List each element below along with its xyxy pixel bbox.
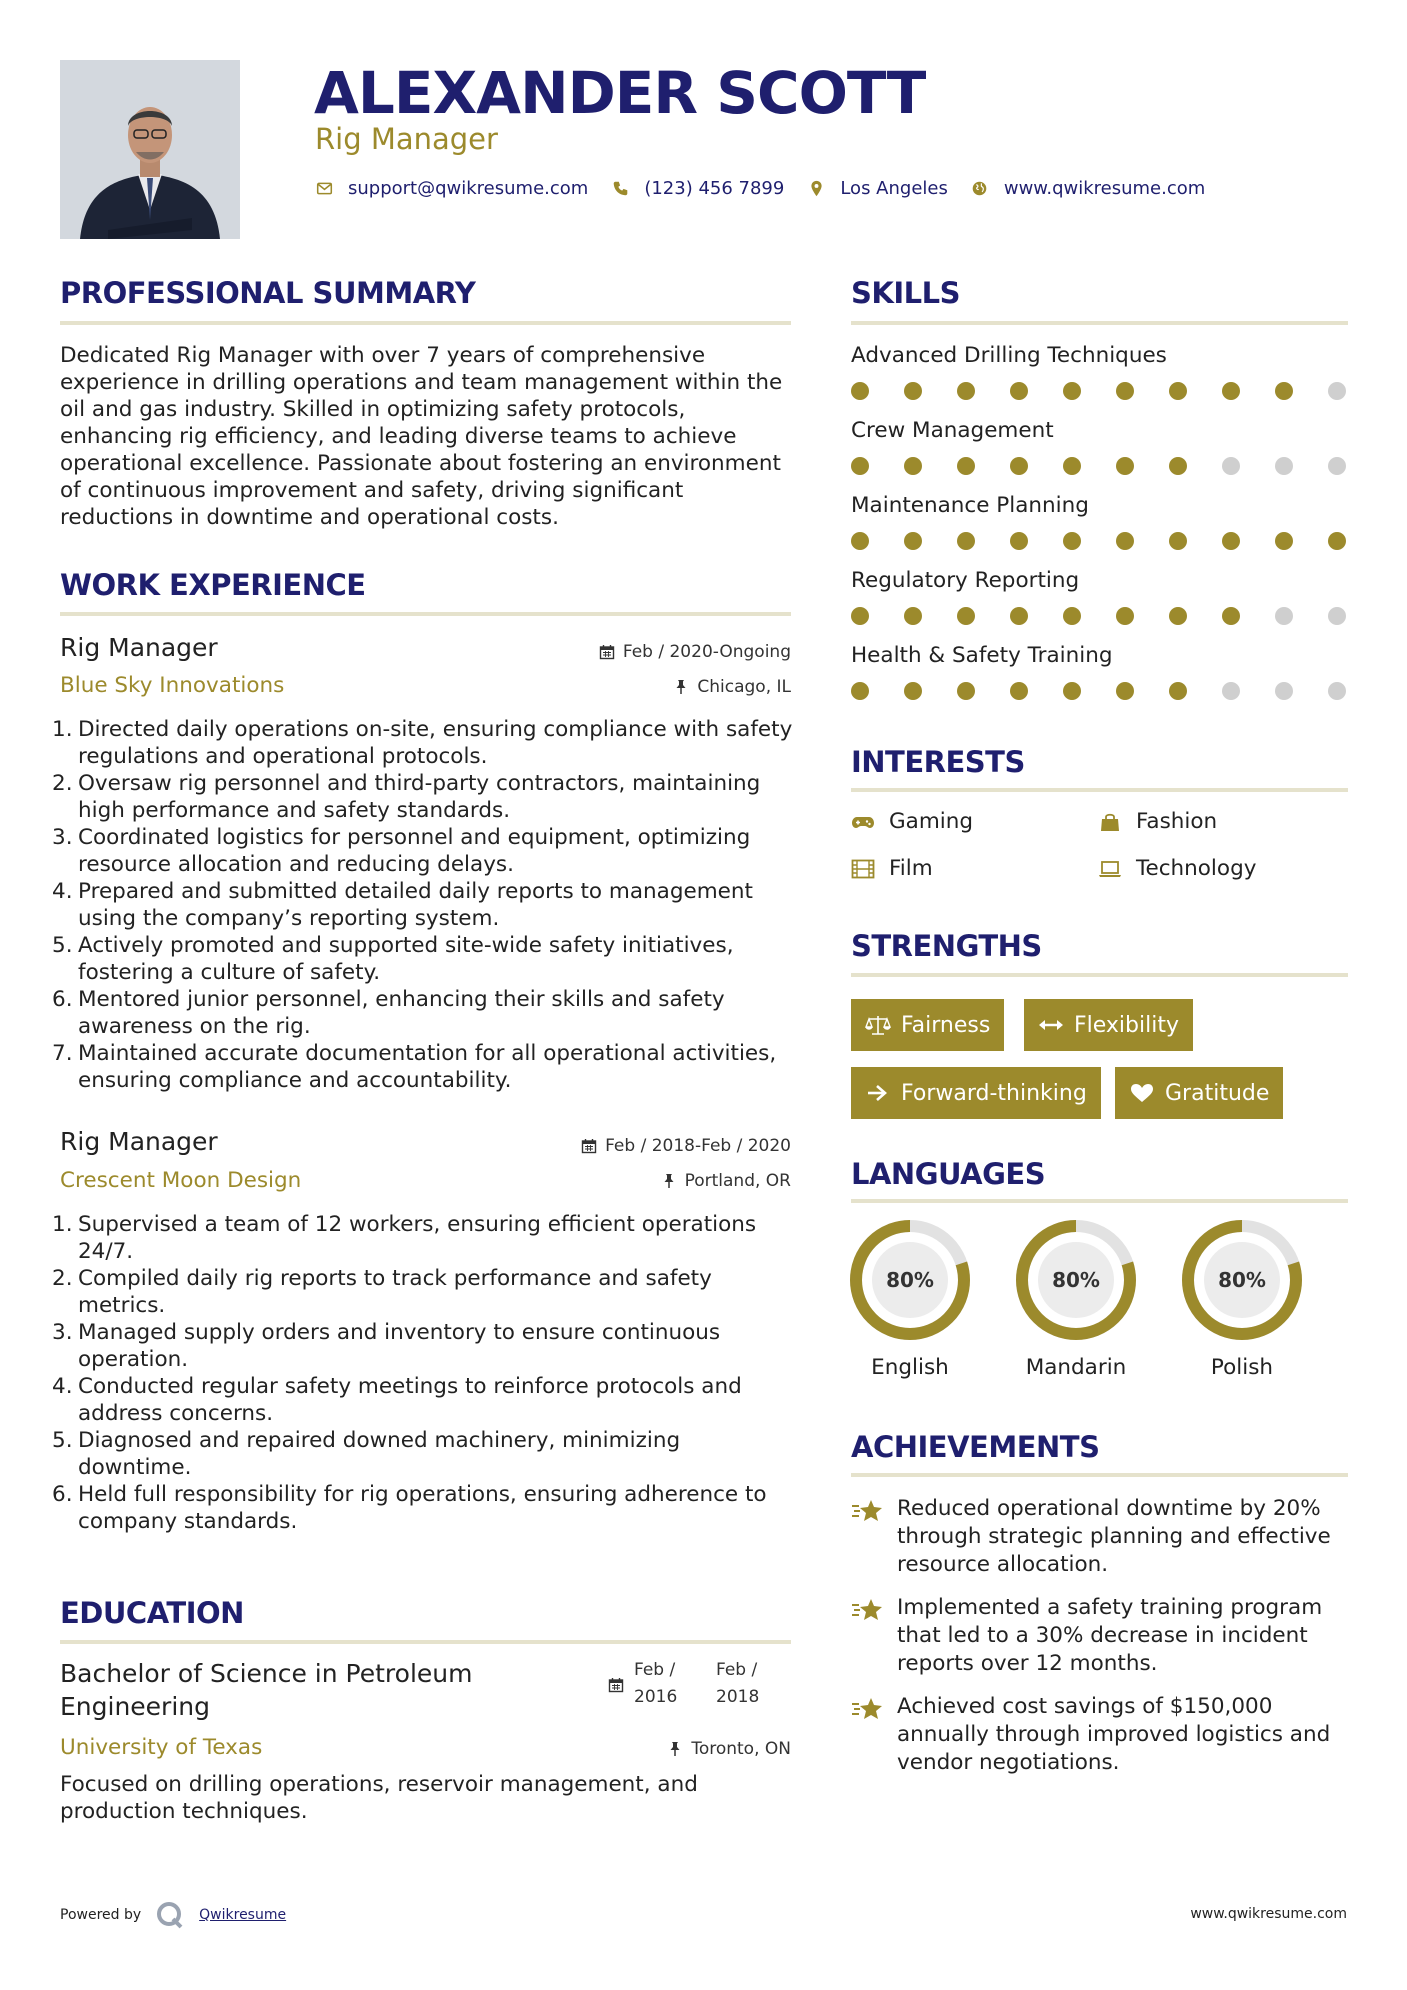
- skill-dot-filled: [1169, 682, 1187, 700]
- pushpin-icon: [661, 1173, 677, 1189]
- skill-dot-filled: [957, 532, 975, 550]
- skill-dot-filled: [1063, 382, 1081, 400]
- education-end-date: [716, 1657, 786, 1711]
- powered-by-label: Powered by: [60, 1907, 142, 1923]
- achievement-item: [851, 1693, 1351, 1777]
- interest-film: [851, 856, 933, 881]
- skill-dot-empty: [1328, 682, 1346, 700]
- skill-dot-empty: [1222, 682, 1240, 700]
- skill-name: Advanced Drilling Techniques: [851, 343, 1167, 368]
- qwikresume-link[interactable]: Qwikresume: [199, 1907, 287, 1923]
- skill-dot-filled: [851, 457, 869, 475]
- skill-dot-filled: [851, 382, 869, 400]
- skill-rating: [851, 682, 1351, 700]
- website-text: www.qwikresume.com: [1003, 178, 1206, 199]
- skill-dot-filled: [1010, 607, 1028, 625]
- skill-dot-filled: [1116, 457, 1134, 475]
- gamepad-icon: [851, 811, 877, 833]
- languages-divider: [851, 1199, 1348, 1203]
- contact-location: [806, 178, 948, 199]
- skill-dot-filled: [1063, 682, 1081, 700]
- achievement-text: Implemented a safety training program that led to a 30% decrease in incident reports over 12 months.: [897, 1595, 1323, 1676]
- job-1-location: [673, 677, 791, 697]
- skill-dot-filled: [1010, 382, 1028, 400]
- language-donut: [1015, 1219, 1137, 1341]
- skill-dot-empty: [1328, 607, 1346, 625]
- strength-badge-fairness: [851, 999, 1004, 1051]
- star-award-icon: [851, 1596, 887, 1678]
- map-pin-icon: [806, 179, 826, 199]
- summary-text: Dedicated Rig Manager with over 7 years of comprehensive experience in drilling operations and team management within the oil and gas industry. Skilled in optimizing safety protocols, enhancing rig efficiency, and leading diverse teams to achieve operational excellence. Passionate about fostering an environment of continuous improvement and safety, driving significant reductions in downtime and operational costs.: [60, 343, 783, 530]
- list-item: Maintained accurate documentation for all operational activities, ensuring compliance and accountability.: [78, 1041, 777, 1093]
- strength-label: Fairness: [901, 1012, 991, 1038]
- skill-dot-filled: [1116, 532, 1134, 550]
- education-start-year: 2016: [634, 1687, 678, 1707]
- skill-name: Crew Management: [851, 418, 1054, 443]
- phone-text: (123) 456 7899: [644, 178, 785, 199]
- skill-dot-filled: [1169, 457, 1187, 475]
- education-location-text: Toronto, ON: [691, 1739, 791, 1759]
- skill-dot-filled: [957, 607, 975, 625]
- education-divider: [60, 1640, 791, 1644]
- skill-dot-empty: [1328, 457, 1346, 475]
- job-2-dates: [581, 1136, 791, 1156]
- location-text: Los Angeles: [840, 178, 948, 199]
- scale-icon: [865, 1014, 891, 1036]
- interest-technology: [1098, 856, 1256, 881]
- education-heading: EDUCATION: [60, 1596, 244, 1630]
- language-mandarin: [1015, 1219, 1137, 1380]
- laptop-icon: [1098, 858, 1124, 880]
- interest-gaming: [851, 809, 973, 834]
- strength-badge-gratitude: [1115, 1067, 1283, 1119]
- experience-heading: WORK EXPERIENCE: [60, 568, 366, 602]
- skill-dot-filled: [1063, 532, 1081, 550]
- education-degree: Bachelor of Science in Petroleum Engineering: [60, 1659, 473, 1721]
- skill-dot-empty: [1275, 682, 1293, 700]
- list-item: Held full responsibility for rig operations, ensuring adherence to company standards.: [78, 1482, 767, 1534]
- language-polish: [1181, 1219, 1303, 1380]
- contact-bar: [314, 178, 1227, 199]
- language-name: Polish: [1210, 1355, 1274, 1380]
- education-school: University of Texas: [60, 1735, 263, 1760]
- skill-dot-filled: [1222, 382, 1240, 400]
- language-english: [849, 1219, 971, 1380]
- achievement-text: Reduced operational downtime by 20% through strategic planning and effective resource allocation.: [897, 1496, 1331, 1577]
- skill-dot-filled: [1063, 457, 1081, 475]
- skill-dot-filled: [1222, 607, 1240, 625]
- profile-photo: [60, 60, 240, 239]
- email-text: support@qwikresume.com: [348, 178, 589, 199]
- film-icon: [851, 858, 877, 880]
- skill-dot-filled: [1169, 532, 1187, 550]
- pushpin-icon: [673, 679, 689, 695]
- skill-name: Maintenance Planning: [851, 493, 1089, 518]
- arrows-horizontal-icon: [1038, 1014, 1064, 1036]
- skill-dot-filled: [957, 457, 975, 475]
- contact-email[interactable]: [314, 178, 588, 199]
- list-item: Supervised a team of 12 workers, ensuring efficient operations 24/7.: [78, 1212, 757, 1264]
- achievement-text: Achieved cost savings of $150,000 annually through improved logistics and vendor negotiations.: [897, 1694, 1331, 1775]
- education-dates: [608, 1657, 786, 1711]
- skill-dot-filled: [1010, 532, 1028, 550]
- list-item: Diagnosed and repaired downed machinery, minimizing downtime.: [78, 1428, 681, 1480]
- skills-divider: [851, 321, 1348, 325]
- job-1-title: Rig Manager: [60, 633, 218, 662]
- job-2-title: Rig Manager: [60, 1127, 218, 1156]
- skill-rating: [851, 607, 1351, 625]
- skill-dot-filled: [957, 382, 975, 400]
- achievement-item: [851, 1594, 1351, 1678]
- skill-rating: [851, 382, 1351, 400]
- achievements-divider: [851, 1473, 1348, 1477]
- skill-dot-filled: [851, 682, 869, 700]
- skill-dot-filled: [1116, 607, 1134, 625]
- contact-website[interactable]: [970, 178, 1205, 199]
- skill-dot-filled: [1275, 532, 1293, 550]
- qwikresume-logo-icon: [155, 1900, 185, 1930]
- interest-label: Gaming: [889, 809, 974, 834]
- footer-website[interactable]: www.qwikresume.com: [1190, 1906, 1347, 1922]
- education-location: [667, 1739, 791, 1759]
- education-start-month: Feb /: [634, 1660, 676, 1680]
- list-item: Prepared and submitted detailed daily reports to management using the company’s reporting system.: [78, 879, 753, 931]
- interest-label: Fashion: [1136, 809, 1218, 834]
- globe-icon: [970, 179, 990, 199]
- language-percent: 80%: [886, 1268, 934, 1292]
- job-2-company: Crescent Moon Design: [60, 1168, 302, 1193]
- list-item: Compiled daily rig reports to track performance and safety metrics.: [78, 1266, 712, 1318]
- skill-dot-filled: [1328, 532, 1346, 550]
- skill-dot-empty: [1328, 382, 1346, 400]
- arrow-right-icon: [865, 1082, 891, 1104]
- skill-name: Health & Safety Training: [851, 643, 1113, 668]
- education-end-month: Feb /: [716, 1660, 758, 1680]
- skill-dot-filled: [1169, 607, 1187, 625]
- list-item: Managed supply orders and inventory to ensure continuous operation.: [78, 1320, 721, 1372]
- education-start-date: [634, 1657, 704, 1711]
- strength-label: Gratitude: [1165, 1080, 1270, 1106]
- interest-label: Technology: [1136, 856, 1257, 881]
- education-end-year: 2018: [716, 1687, 760, 1707]
- strengths-divider: [851, 973, 1348, 977]
- skill-rating: [851, 457, 1351, 475]
- language-donut: [849, 1219, 971, 1341]
- skill-dot-filled: [1116, 682, 1134, 700]
- list-item: Directed daily operations on-site, ensuring compliance with safety regulations and operational protocols.: [78, 717, 793, 769]
- skill-dot-filled: [851, 607, 869, 625]
- candidate-name: ALEXANDER SCOTT: [314, 59, 926, 127]
- candidate-title: Rig Manager: [315, 122, 498, 156]
- calendar-icon: [608, 1677, 624, 1693]
- strengths-heading: STRENGTHS: [851, 929, 1042, 963]
- skill-dot-filled: [1063, 607, 1081, 625]
- skill-dot-filled: [851, 532, 869, 550]
- language-name: Mandarin: [1025, 1355, 1127, 1380]
- strength-badge-forward-thinking: [851, 1067, 1101, 1119]
- language-percent: 80%: [1218, 1268, 1266, 1292]
- skill-dot-empty: [1275, 607, 1293, 625]
- summary-divider: [60, 321, 791, 325]
- skills-heading: SKILLS: [851, 276, 960, 310]
- experience-divider: [60, 612, 791, 616]
- calendar-icon: [599, 644, 615, 660]
- job-2-dates-text: Feb / 2018-Feb / 2020: [605, 1136, 791, 1156]
- interests-heading: INTERESTS: [851, 745, 1025, 779]
- education-description: Focused on drilling operations, reservoir management, and production techniques.: [60, 1772, 698, 1824]
- skill-dot-filled: [957, 682, 975, 700]
- language-donut: [1181, 1219, 1303, 1341]
- star-award-icon: [851, 1695, 887, 1777]
- pushpin-icon: [667, 1741, 683, 1757]
- job-2-bullets: [52, 1211, 797, 1535]
- list-item: Mentored junior personnel, enhancing their skills and safety awareness on the rig.: [78, 987, 725, 1039]
- shopping-bag-icon: [1098, 811, 1124, 833]
- list-item: Actively promoted and supported site-wide safety initiatives, fostering a culture of safety.: [78, 933, 734, 985]
- summary-heading: PROFESSIONAL SUMMARY: [60, 276, 476, 310]
- achievement-item: [851, 1495, 1351, 1579]
- list-item: Coordinated logistics for personnel and equipment, optimizing resource allocation and reducing delays.: [78, 825, 751, 877]
- strength-label: Flexibility: [1074, 1012, 1179, 1038]
- list-item: Conducted regular safety meetings to reinforce protocols and address concerns.: [78, 1374, 742, 1426]
- job-1-company: Blue Sky Innovations: [60, 673, 285, 698]
- job-1-location-text: Chicago, IL: [697, 677, 791, 697]
- skill-dot-filled: [1169, 382, 1187, 400]
- skill-dot-filled: [904, 532, 922, 550]
- language-percent: 80%: [1052, 1268, 1100, 1292]
- skill-dot-filled: [904, 382, 922, 400]
- job-2-location: [661, 1171, 791, 1191]
- heart-icon: [1129, 1082, 1155, 1104]
- skill-dot-empty: [1222, 457, 1240, 475]
- envelope-icon: [314, 179, 334, 199]
- languages-heading: LANGUAGES: [851, 1157, 1046, 1191]
- job-2-location-text: Portland, OR: [684, 1171, 791, 1191]
- job-1-bullets: [52, 716, 797, 1094]
- strength-badge-flexibility: [1024, 999, 1193, 1051]
- star-award-icon: [851, 1497, 887, 1579]
- skill-dot-filled: [904, 682, 922, 700]
- skill-dot-filled: [1275, 382, 1293, 400]
- skill-dot-filled: [1010, 457, 1028, 475]
- skill-dot-filled: [904, 607, 922, 625]
- interest-fashion: [1098, 809, 1217, 834]
- skill-dot-filled: [904, 457, 922, 475]
- skill-dot-filled: [1116, 382, 1134, 400]
- achievements-heading: ACHIEVEMENTS: [851, 1430, 1100, 1464]
- skill-dot-filled: [1222, 532, 1240, 550]
- skill-dot-filled: [1010, 682, 1028, 700]
- strength-label: Forward-thinking: [901, 1080, 1087, 1106]
- job-1-dates-text: Feb / 2020-Ongoing: [622, 642, 791, 662]
- job-1-dates: [599, 642, 791, 662]
- skill-dot-empty: [1275, 457, 1293, 475]
- interests-divider: [851, 788, 1348, 792]
- list-item: Oversaw rig personnel and third-party contractors, maintaining high performance and safety standards.: [78, 771, 761, 823]
- contact-phone[interactable]: [610, 178, 784, 199]
- footer-powered: [60, 1900, 286, 1930]
- calendar-icon: [581, 1138, 597, 1154]
- skill-rating: [851, 532, 1351, 550]
- language-name: English: [871, 1355, 949, 1380]
- skill-name: Regulatory Reporting: [851, 568, 1080, 593]
- interest-label: Film: [889, 856, 933, 881]
- phone-icon: [610, 179, 630, 199]
